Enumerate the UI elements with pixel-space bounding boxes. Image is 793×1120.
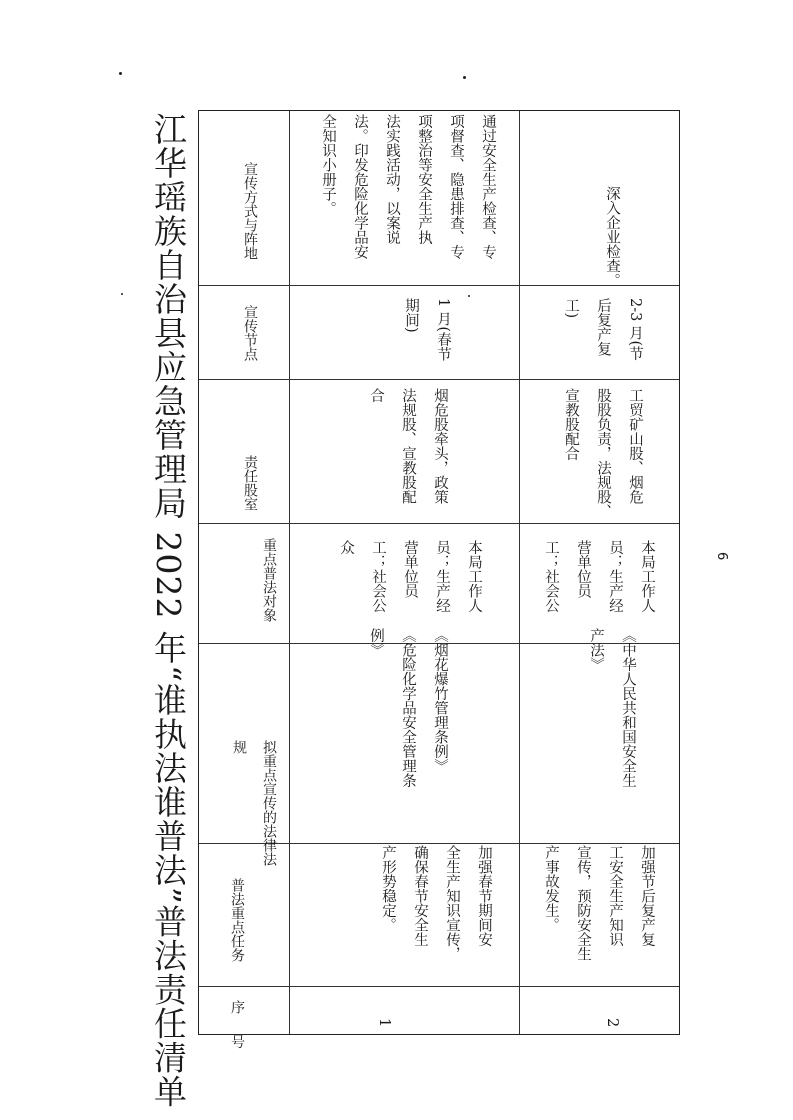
row-1-target-line: 本局工作人 bbox=[466, 540, 482, 613]
row-1-method-line: 项督查、隐患排查、专 bbox=[448, 114, 464, 259]
row-2-method-line: 深入企业检查。 bbox=[604, 186, 620, 288]
row-1-dept-line: 法规股、宣教股配 bbox=[400, 388, 416, 504]
row-2-dept-line: 股股负责，法规股、 bbox=[595, 388, 611, 519]
row-1-target bbox=[330, 540, 490, 613]
row-1-task-line: 加强春节期间安 bbox=[476, 845, 492, 947]
row-2-target-line: 员；生产经 bbox=[607, 540, 623, 613]
row-1-method bbox=[312, 114, 504, 259]
row-1-target-line: 营单位员 bbox=[402, 540, 418, 598]
header-time: 宣传节点 bbox=[242, 305, 258, 361]
row-1-method-line: 通过安全生产检查、专 bbox=[480, 114, 496, 259]
row-1-time-line: 期间) bbox=[403, 298, 419, 333]
column-divider-2 bbox=[519, 111, 520, 1034]
row-1-dept bbox=[360, 388, 456, 504]
document-title: 江华瑶族自治县应急管理局 2022 年“谁执法谁普法”普法责任清单 bbox=[149, 112, 188, 1109]
header-index: 序 号 bbox=[229, 1000, 245, 1057]
row-1-target-line: 工；社会公 bbox=[370, 540, 386, 613]
row-2-time bbox=[555, 298, 651, 361]
row-2-task-line: 宣传，预防安全生 bbox=[575, 845, 591, 961]
scan-speck bbox=[463, 76, 466, 79]
row-1-method-line: 全知识小册子。 bbox=[320, 114, 336, 216]
row-1-laws-line: 《烟花爆竹管理条例》 bbox=[432, 628, 448, 773]
row-2-laws-line: 《中华人民共和国安全生 bbox=[620, 628, 636, 788]
row-2-time-line: 后复产复 bbox=[595, 298, 611, 356]
row-1-task bbox=[330, 845, 500, 961]
row-1-time-line: 1 月(春节 bbox=[435, 298, 451, 361]
row-1-laws bbox=[360, 628, 456, 788]
column-divider-1 bbox=[289, 111, 290, 1034]
row-1-index: 1 bbox=[376, 1018, 392, 1028]
row-divider-header-1 bbox=[199, 986, 679, 987]
row-1-task-line: 确保春节安全生 bbox=[412, 845, 428, 947]
row-1-task-line: 产形势稳定。 bbox=[380, 845, 396, 932]
header-target-text: 重点普法对象 bbox=[261, 538, 277, 622]
scan-speck bbox=[468, 295, 470, 297]
row-2-time-line: 2-3 月(节 bbox=[627, 298, 643, 361]
row-1-task-line: 全生产知识宣传， bbox=[444, 845, 460, 961]
header-task: 普法重点任务 bbox=[229, 878, 245, 962]
row-1-laws-line: 例》 bbox=[368, 628, 384, 657]
header-dept: 责任股室 bbox=[242, 455, 258, 511]
row-2-task-line: 加强节后复产复 bbox=[639, 845, 655, 947]
row-1-dept-line: 合 bbox=[368, 388, 384, 403]
header-method: 宣传方式与阵地 bbox=[242, 162, 258, 260]
row-2-task-line: 工安全生产知识 bbox=[607, 845, 623, 947]
row-2-task bbox=[535, 845, 663, 961]
row-2-target-line: 本局工作人 bbox=[639, 540, 655, 613]
row-1-time bbox=[395, 298, 459, 361]
row-1-laws-line: 《危险化学品安全管理条 bbox=[400, 628, 416, 788]
row-2-dept-line: 工贸矿山股、烟危 bbox=[627, 388, 643, 504]
header-target bbox=[222, 538, 284, 628]
row-1-method-line: 法。印发危险化学品安 bbox=[352, 114, 368, 259]
row-1-dept-line: 烟危股牵头，政策 bbox=[432, 388, 448, 504]
header-laws-text: 拟重点宣传的法律法规 bbox=[231, 740, 277, 866]
scan-speck bbox=[121, 293, 123, 295]
row-2-target-line: 营单位员 bbox=[575, 540, 591, 598]
row-1-target-line: 众 bbox=[338, 540, 354, 555]
row-2-dept-line: 宣教股配合 bbox=[563, 388, 579, 461]
row-2-dept bbox=[555, 388, 651, 519]
row-1-target-line: 员；生产经 bbox=[434, 540, 450, 613]
row-2-laws bbox=[580, 628, 644, 788]
row-2-task-line: 产事故发生。 bbox=[543, 845, 559, 932]
header-laws bbox=[222, 740, 284, 870]
row-2-time-line: 工) bbox=[563, 298, 579, 319]
row-divider-header-5 bbox=[199, 379, 679, 380]
row-1-method-line: 法实践活动，以案说 bbox=[384, 114, 400, 245]
row-2-target-line: 工；社会公 bbox=[543, 540, 559, 613]
row-2-laws-line: 产法》 bbox=[588, 628, 604, 672]
row-2-target bbox=[535, 540, 663, 613]
scan-speck bbox=[119, 72, 122, 75]
page-number: 6 bbox=[714, 552, 729, 561]
row-2-method bbox=[596, 186, 628, 288]
row-1-method-line: 项整治等安全生产执 bbox=[416, 114, 432, 245]
row-divider-header-4 bbox=[199, 523, 679, 524]
row-2-index: 2 bbox=[604, 1018, 620, 1028]
